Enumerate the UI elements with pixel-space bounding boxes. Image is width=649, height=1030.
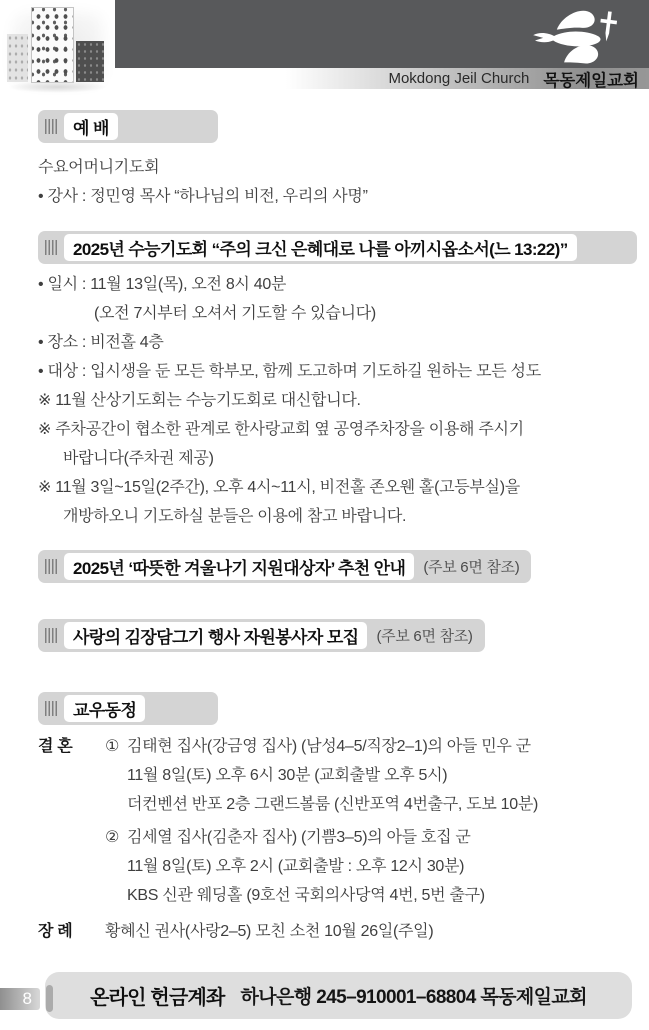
building-right — [76, 41, 104, 82]
section-title: 사랑의 김장담그기 행사 자원봉사자 모집 — [64, 622, 367, 649]
church-name-ko: 목동제일교회 — [543, 71, 639, 90]
wedding-2-line-1: 김세열 집사(김춘자 집사) (기쁨3–5)의 아들 호집 군 — [127, 829, 471, 846]
church-name-en: Mokdong Jeil Church — [388, 70, 530, 87]
worship-intro: 수요어머니기도회 — [38, 159, 160, 176]
offering-label: 온라인 헌금계좌 — [90, 987, 225, 1009]
suneung-date: • 일시 : 11월 13일(목), 오전 8시 40분 — [38, 276, 287, 293]
wedding-item-2 — [105, 823, 637, 910]
worship-speaker: • 강사 : 정민영 목사 “하나님의 비전, 우리의 사명” — [38, 188, 368, 205]
offering-account: 하나은행 245–910001–68804 목동제일교회 — [240, 987, 587, 1008]
section-title: 교우동정 — [64, 695, 145, 722]
header-name-strip — [115, 68, 649, 89]
suneung-note-3: ※ 11월 3일~15일(2주간), 오후 4시~11시, 비전홀 존오웬 홀(고등부실)을 — [38, 479, 520, 496]
section-header-worship — [38, 110, 218, 143]
item-lines — [127, 823, 485, 910]
wedding-row — [38, 732, 637, 910]
section-title: 예 배 — [64, 113, 118, 140]
suneung-note-1: ※ 11월 산상기도회는 수능기도회로 대신합니다. — [38, 392, 361, 409]
page-number-tick — [46, 985, 53, 1012]
section-header-news — [38, 692, 218, 725]
section-header-kimjang — [38, 619, 485, 652]
item-number: ① — [105, 738, 120, 755]
funeral-row — [38, 917, 637, 946]
page-header — [0, 0, 649, 89]
section-header-suneung — [38, 231, 637, 264]
header-band — [115, 0, 649, 68]
funeral-label: 장 례 — [38, 923, 73, 940]
page-number: 8 — [0, 988, 40, 1010]
section-title: 2025년 수능기도회 “주의 크신 은혜대로 나를 아끼시옵소서(느 13:22)” — [64, 234, 577, 261]
building-left — [7, 34, 28, 82]
church-building-photo — [0, 0, 115, 95]
funeral-text: 황혜신 권사(사랑2–5) 모친 소천 10월 26일(주일) — [105, 923, 434, 940]
wedding-1-line-2: 11월 8일(토) 오후 6시 30분 (교회출발 오후 5시) — [127, 767, 448, 784]
section-marker-icon — [45, 240, 57, 255]
building-main-tower — [31, 7, 74, 83]
suneung-note-2b: 바랍니다(주차권 제공) — [63, 450, 214, 467]
suneung-place: • 장소 : 비전홀 4층 — [38, 334, 164, 351]
wedding-1-line-3: 더컨벤션 반포 2층 그랜드볼룸 (신반포역 4번출구, 도보 10분) — [127, 796, 539, 813]
section-ref-note: (주보 6면 참조) — [423, 559, 520, 576]
suneung-target: • 대상 : 입시생을 둔 모든 학부모, 함께 도고하며 기도하길 원하는 모든 성도 — [38, 363, 541, 380]
wedding-1-line-1: 김태현 집사(강금영 집사) (남성4–5/직장2–1)의 아들 민우 군 — [127, 738, 531, 755]
section-ref-note: (주보 6면 참조) — [376, 628, 473, 645]
section-header-winter — [38, 550, 531, 583]
section-marker-icon — [45, 559, 57, 574]
section-marker-icon — [45, 701, 57, 716]
section-marker-icon — [45, 119, 57, 134]
suneung-note-2: ※ 주차공간이 협소한 관계로 한사랑교회 옆 공영주차장을 이용해 주시기 — [38, 421, 524, 438]
building-shadow — [8, 81, 107, 93]
wedding-2-line-3: KBS 신관 웨딩홀 (9호선 국회의사당역 4번, 5번 출구) — [127, 887, 485, 904]
section-marker-icon — [45, 628, 57, 643]
section-title: 2025년 ‘따뜻한 겨울나기 지원대상자’ 추천 안내 — [64, 553, 414, 580]
item-lines — [127, 732, 538, 819]
wedding-items — [105, 732, 637, 910]
wedding-item-1 — [105, 732, 637, 819]
wedding-label: 결 혼 — [38, 738, 73, 755]
suneung-body — [38, 270, 637, 531]
bulletin-content — [0, 89, 649, 1019]
dove-cross-logo — [529, 6, 621, 66]
suneung-note-3b: 개방하오니 기도하실 분들은 이용에 참고 바랍니다. — [63, 508, 407, 525]
wedding-2-line-2: 11월 8일(토) 오후 2시 (교회출발 : 오후 12시 30분) — [127, 858, 465, 875]
suneung-date-note: (오전 7시부터 오셔서 기도할 수 있습니다) — [94, 305, 376, 322]
online-offering-box — [45, 972, 632, 1019]
item-number: ② — [105, 829, 120, 846]
